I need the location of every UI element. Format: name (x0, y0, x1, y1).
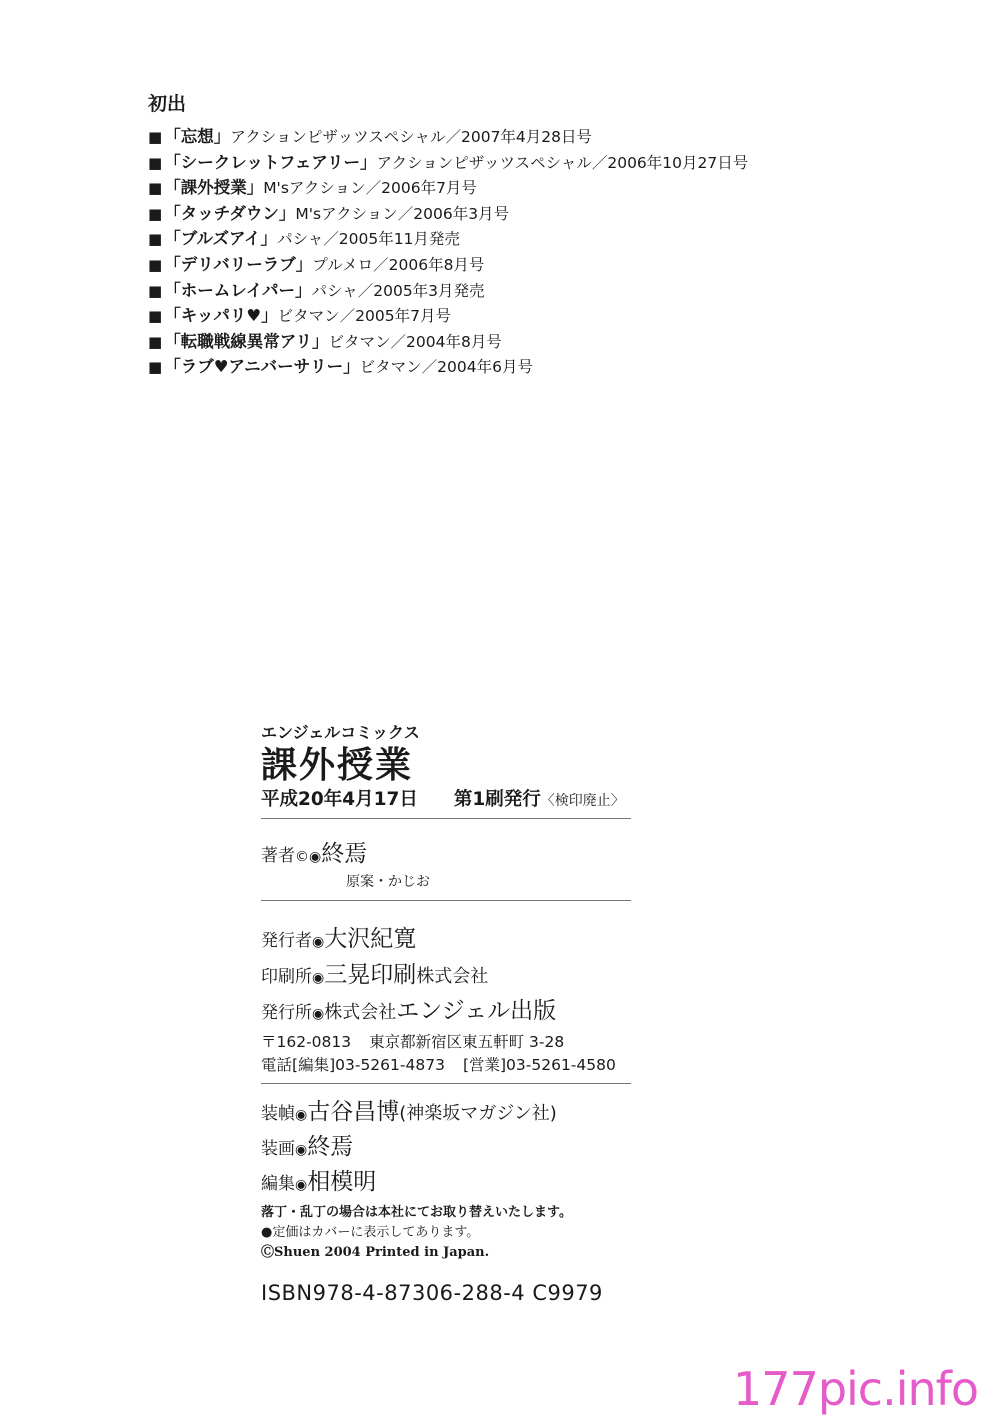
printing-edition: 第1刷発行 (453, 789, 541, 810)
divider (261, 900, 631, 901)
notes (261, 1203, 961, 1263)
phone-edit-label: [編集] (292, 1056, 336, 1074)
author-label: 著者 (261, 846, 295, 866)
square-bullet-icon: ■ (148, 307, 163, 326)
story-publication: ビタマン／2004年6月号 (359, 358, 533, 377)
list-item (148, 226, 748, 252)
story-title: 「忘想」 (164, 127, 231, 146)
story-publication: プルメロ／2006年8月号 (312, 255, 485, 274)
editor-row (261, 1166, 961, 1201)
story-publication: アクションピザッツスペシャル／2007年4月28日号 (230, 128, 593, 146)
printer-label: 印刷所 (261, 967, 312, 987)
watermark: 177pic.info (733, 1362, 978, 1416)
publisher-name: 大沢紀寛 (324, 926, 417, 952)
binding-name: 古谷昌博 (307, 1099, 400, 1125)
bullet-icon: ◉ (312, 1006, 325, 1022)
office-name: エンジェル出版 (396, 998, 557, 1024)
publication-date-line (261, 787, 631, 819)
printer-name: 三晃印刷 (324, 962, 417, 988)
list-item (148, 329, 748, 355)
phone-line (261, 1054, 961, 1077)
story-title: 「シークレットフェアリー」 (164, 152, 377, 172)
square-bullet-icon: ■ (148, 281, 163, 300)
square-bullet-icon: ■ (148, 255, 163, 274)
square-bullet-icon: ■ (148, 230, 163, 249)
story-publication: M'sアクション／2006年3月号 (295, 204, 510, 223)
binding-label: 装幀 (261, 1104, 295, 1124)
postal-code: 〒162-0813 (261, 1033, 352, 1051)
publication-date: 平成20年4月17日 (261, 789, 418, 810)
cover-row (261, 1131, 961, 1166)
office-label: 発行所 (261, 1003, 312, 1023)
author-name: 終焉 (321, 841, 368, 867)
office-prefix: 株式会社 (324, 1002, 397, 1023)
street-address: 東京都新宿区東五軒町 3-28 (369, 1033, 565, 1051)
book-title: 課外授業 (261, 745, 414, 786)
phone-label: 電話 (261, 1056, 293, 1074)
first-publication-heading: 初出 (148, 93, 187, 115)
list-item (148, 278, 748, 304)
author-row (261, 839, 961, 872)
story-title: 「ブルズアイ」 (164, 229, 278, 249)
list-item (148, 303, 748, 329)
printer-row (261, 959, 961, 995)
cover-name: 終焉 (307, 1134, 354, 1160)
story-title: 「デリバリーラブ」 (164, 254, 313, 274)
series-name: エンジェルコミックス (261, 723, 420, 742)
first-publication-list (148, 124, 748, 380)
story-publication: アクションピザッツスペシャル／2006年10月27日号 (376, 153, 749, 172)
list-item (148, 354, 748, 380)
square-bullet-icon: ■ (148, 153, 163, 172)
bullet-icon: ◉ (312, 970, 325, 986)
editor-name: 相模明 (307, 1169, 377, 1195)
square-bullet-icon: ■ (148, 332, 163, 351)
square-bullet-icon: ■ (148, 358, 163, 377)
story-publication: M'sアクション／2006年7月号 (263, 179, 477, 198)
cover-label: 装画 (261, 1139, 295, 1159)
bullet-icon: ◉ (295, 1107, 308, 1123)
list-item (148, 150, 748, 176)
publisher-row (261, 923, 961, 959)
story-publication: パシャ／2005年11月発売 (277, 230, 460, 249)
list-item (148, 201, 748, 227)
list-item (148, 175, 748, 201)
original-idea: 原案・かじお (346, 874, 430, 890)
story-title: 「タッチダウン」 (164, 203, 296, 223)
story-publication: ビタマン／2005年7月号 (277, 307, 451, 326)
bullet-icon: ◉ (295, 1177, 308, 1193)
story-title: 「キッパリ♥」 (164, 306, 278, 326)
phone-edit: 03-5261-4873 (335, 1056, 445, 1074)
isbn: ISBN978-4-87306-288-4 C9979 (261, 1281, 603, 1305)
square-bullet-icon: ■ (148, 179, 163, 198)
story-title: 「ホームレイパー」 (164, 280, 312, 300)
square-bullet-icon: ■ (148, 204, 163, 223)
copyright-line: ⒸShuen 2004 Printed in Japan. (261, 1245, 490, 1260)
postal-address (261, 1031, 961, 1054)
binding-row (261, 1096, 961, 1131)
list-item (148, 252, 748, 278)
office-row (261, 995, 961, 1031)
binding-org: (神楽坂マガジン社) (399, 1103, 557, 1124)
design-staff (261, 1090, 961, 1201)
copyright-bullet-icon: ©◉ (295, 849, 322, 865)
publishing-staff (261, 917, 961, 1077)
story-title: 「転職戦線異常アリ」 (164, 331, 329, 351)
editor-label: 編集 (261, 1174, 295, 1194)
publisher-label: 発行者 (261, 931, 312, 951)
story-title: 「課外授業」 (164, 178, 264, 198)
printer-suffix: 株式会社 (416, 966, 489, 987)
phone-sales: 03-5261-4580 (506, 1056, 616, 1074)
story-title: 「ラブ♥アニバーサリー」 (164, 357, 360, 377)
story-publication: パシャ／2005年3月発売 (311, 281, 485, 300)
seal-notice: 〈検印廃止〉 (540, 793, 625, 809)
divider (261, 1083, 631, 1084)
phone-sales-label: [営業] (462, 1056, 507, 1074)
first-publication-section (148, 93, 748, 380)
colophon (261, 723, 961, 1305)
list-item (148, 124, 748, 150)
price-note: ●定価はカバーに表示してあります。 (261, 1225, 480, 1240)
replacement-note: 落丁・乱丁の場合は本社にてお取り替えいたします。 (261, 1205, 572, 1220)
bullet-icon: ◉ (312, 934, 325, 950)
bullet-icon: ◉ (295, 1142, 308, 1158)
square-bullet-icon: ■ (148, 128, 163, 146)
story-publication: ビタマン／2004年8月号 (328, 332, 502, 351)
